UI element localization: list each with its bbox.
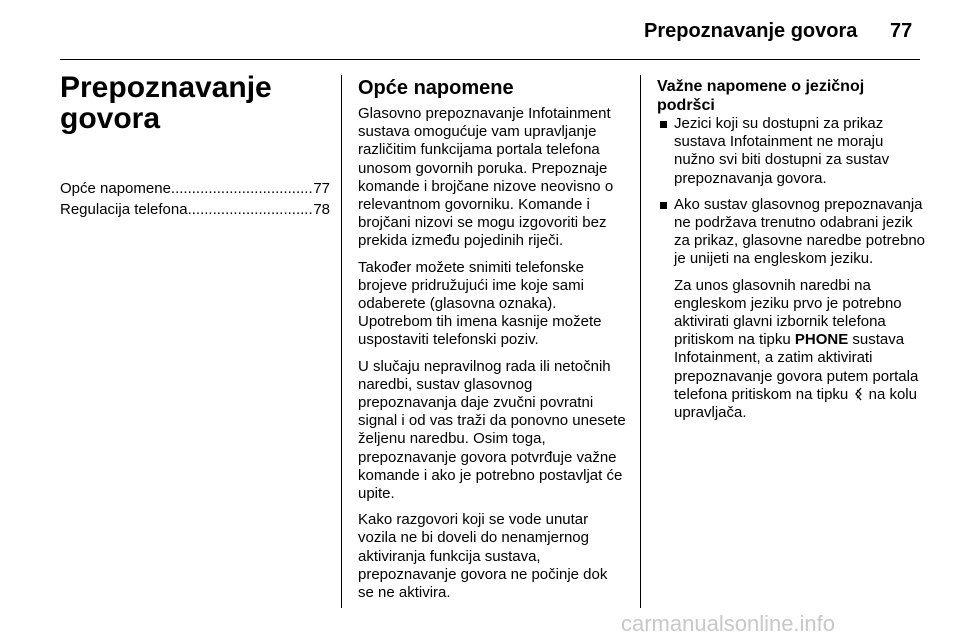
column-divider-left xyxy=(341,75,342,608)
text-run: na kolu upravljača. xyxy=(674,385,917,422)
general-notes-column xyxy=(358,77,626,610)
bullet-square-icon xyxy=(660,202,667,209)
language-notes-column xyxy=(657,77,925,430)
chapter-column xyxy=(60,72,330,220)
chapter-title xyxy=(60,72,330,134)
toc-entry-phone[interactable] xyxy=(60,199,330,220)
watermark: carmanualsonline.info xyxy=(621,611,836,636)
paragraph: Također možete snimiti telefonske brojeve pridružujući ime koje sami odaberete (glasovna oznaka). Upotrebom tih imena kasnije možete uspostaviti telefonski poziv. xyxy=(358,258,602,349)
chapter-title-line1: Prepoznavanje xyxy=(60,71,272,104)
column-divider-right xyxy=(640,75,641,608)
list-item xyxy=(657,196,925,422)
header-title: Prepoznavanje govora xyxy=(644,20,858,42)
bullet-list xyxy=(657,115,925,422)
chapter-title-line2: govora xyxy=(60,102,161,135)
paragraph: Glasovno prepoznavanje Infotainment sustava omogućuje vam upravljanje različitim funkcijama portala telefona unosom govornih poruka. Prepoznaje komande i brojčane nizove neovisno o relevantnom govorniku. Komande i brojčani nizovi se mogu izgovoriti bez prekida između pojedinih riječi. xyxy=(358,105,614,250)
section-title: Opće napomene xyxy=(358,77,514,99)
toc-entry-label: Opće napomene xyxy=(60,180,171,197)
voice-command-icon xyxy=(852,387,864,401)
bullet-square-icon xyxy=(660,121,667,128)
toc-entry-page: 78 xyxy=(313,201,330,218)
toc-entry-page: 77 xyxy=(313,180,330,197)
toc-leader-dots xyxy=(188,199,314,220)
bullet-text: Jezici koji su dostupni za prikaz sustava Infotainment ne moraju nužno svi biti dostupni za sustav prepoznavanja govora. xyxy=(674,115,890,187)
toc-leader-dots xyxy=(171,178,313,199)
toc-entry-general[interactable] xyxy=(60,178,330,199)
bullet-text: Ako sustav glasovnog prepoznavanja ne podržava trenutno odabrani jezik za prikaz, glasovne naredbe potrebno je unijeti na engleskom jeziku. xyxy=(674,195,926,268)
header-divider xyxy=(60,59,920,60)
list-item xyxy=(657,115,925,188)
table-of-contents xyxy=(60,178,330,220)
page-number: 77 xyxy=(890,20,913,42)
text-run: sustava Infotainment, a zatim aktivirati prepoznavanje govora putem portala telefona pritiskom na tipku xyxy=(674,331,919,403)
paragraph: Kako razgovori koji se vode unutar vozila ne bi doveli do nenamjernog aktiviranja funkcija sustava, prepoznavanje govora ne počinje dok se ne aktivira. xyxy=(358,511,608,602)
paragraph: U slučaju nepravilnog rada ili netočnih naredbi, sustav glasovnog prepoznavanja daje zvučni povratni signal i od vas traži da ponovno unesete željenu naredbu. Osim toga, prepoznavanje govora potvrđuje važne komande i ako je potrebno postavljat će upite. xyxy=(358,357,626,503)
text-run: Za unos glasovnih naredbi na engleskom jeziku prvo je potrebno aktivirati glavni izbornik telefona pritiskom na tipku xyxy=(674,276,902,349)
bullet-sub-paragraph xyxy=(674,277,925,423)
phone-key-label: PHONE xyxy=(794,331,849,349)
subsection-title: Važne napomene o jezičnoj podršci xyxy=(657,78,865,114)
toc-entry-label: Regulacija telefona xyxy=(60,201,188,218)
